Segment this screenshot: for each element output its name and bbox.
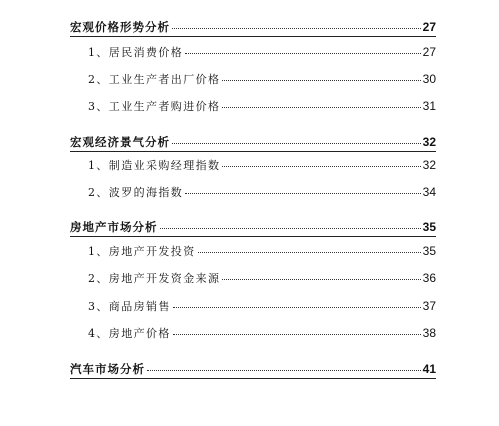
toc-section-real-estate[interactable] [70, 219, 436, 235]
toc-entry-title: 3、商品房销售 [88, 300, 171, 313]
toc-entry-title: 2、工业生产者出厂价格 [88, 73, 221, 86]
toc-entry-title: 汽车市场分析 [70, 362, 145, 376]
toc-page-number: 27 [422, 45, 436, 59]
toc-entry-title: 4、房地产价格 [88, 327, 171, 340]
toc-entry-title: 1、房地产开发投资 [88, 245, 196, 258]
dot-leader [222, 271, 420, 282]
toc-item-re-funding[interactable] [88, 270, 436, 286]
toc-item-re-prices[interactable] [88, 325, 436, 341]
toc-page-number: 41 [422, 362, 436, 376]
toc-page-number: 35 [422, 220, 436, 234]
dot-leader [222, 72, 420, 83]
toc-section-macro-price[interactable] [70, 19, 436, 35]
dot-leader [173, 299, 421, 310]
dot-leader [222, 99, 420, 110]
toc-item-re-investment[interactable] [88, 243, 436, 259]
toc-page-number: 37 [422, 299, 436, 313]
section-underline [70, 236, 436, 237]
dot-leader [172, 20, 421, 32]
toc-item-ppi-output[interactable] [88, 71, 436, 87]
toc-page-number: 31 [422, 99, 436, 113]
toc-item-housing-sales[interactable] [88, 298, 436, 314]
dot-leader [185, 185, 420, 196]
dot-leader [172, 135, 421, 147]
dot-leader [147, 362, 421, 374]
toc-page-number: 32 [422, 158, 436, 172]
toc-page-number: 30 [422, 72, 436, 86]
dot-leader [185, 45, 420, 56]
section-underline [70, 151, 436, 152]
toc-entry-title: 房地产市场分析 [70, 220, 158, 234]
toc-entry-title: 1、居民消费价格 [88, 46, 184, 59]
dot-leader [173, 326, 421, 337]
toc-item-pmi[interactable] [88, 157, 436, 173]
toc-page-number: 27 [422, 20, 436, 34]
toc-entry-title: 宏观价格形势分析 [70, 20, 170, 34]
section-underline [70, 378, 436, 379]
toc-item-baltic-index[interactable] [88, 184, 436, 200]
toc-entry-title: 3、工业生产者购进价格 [88, 100, 221, 113]
toc-item-ppi-input[interactable] [88, 98, 436, 114]
toc-section-auto-market[interactable] [70, 361, 436, 377]
toc-entry-title: 2、房地产开发资金来源 [88, 272, 221, 285]
section-underline [70, 36, 436, 37]
toc-entry-title: 1、制造业采购经理指数 [88, 159, 221, 172]
toc-entry-title: 宏观经济景气分析 [70, 135, 170, 149]
toc-page-number: 32 [422, 135, 436, 149]
dot-leader [160, 220, 421, 232]
toc-page-number: 35 [422, 244, 436, 258]
dot-leader [198, 244, 421, 255]
toc-page-number: 36 [422, 271, 436, 285]
toc-item-cpi[interactable] [88, 44, 436, 60]
toc-page-number: 34 [422, 185, 436, 199]
dot-leader [222, 158, 420, 169]
toc-section-macro-climate[interactable] [70, 134, 436, 150]
toc-entry-title: 2、波罗的海指数 [88, 186, 184, 199]
toc-page-number: 38 [422, 326, 436, 340]
